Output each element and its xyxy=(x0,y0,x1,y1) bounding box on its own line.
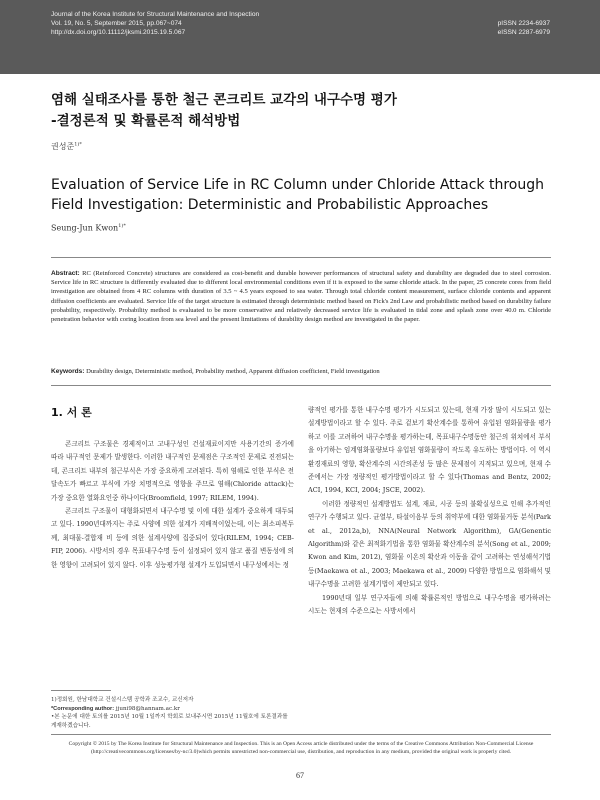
section-heading xyxy=(51,404,92,420)
left-paragraph-2: 콘크리트 구조물이 대형화되면서 내구수명 및 이에 대한 설계가 중요하게 대두되고 있다. 1990년대까지는 주로 사양에 의한 설계가 지배적이었는데, 이는 최소피복두께, 최대물-결합재 비 등에 의한 설계사양에 집중되어 있다(RILEM, 1994; CEB-FIP, 2006). 시방서의 경우 목표내구수명 등이 설정되어 있지 않고 품질 변동성에 의한 영향이 고려되어 있지 않다. 이후 성능평가형 설계가 도입되면서 내구성에서는 정 xyxy=(51,507,294,569)
section-number: 1. xyxy=(51,406,63,419)
korean-author-name: 권성준 xyxy=(51,142,75,151)
copyright-notice: Copyright © 2015 by The Korea Institute for Structural Maintenance and Inspection. This is an Open Access article distributed under the terms of the Creative Commons Attribution Non-Commercial License (http://creativecommons.org/licenses/by-nc/3.0)which permits unrestricted non-commercial use, distribution, and reproduction in any medium, provided the original work is properly cited. xyxy=(68,741,534,755)
english-author-mark: 1)* xyxy=(118,223,126,229)
journal-issue: Vol. 19, No. 5, September 2015, pp.067~074 xyxy=(51,20,182,27)
english-author-name: Seung-Jun Kwon xyxy=(51,223,119,233)
abstract-text: RC (Reinforced Concrete) structures are considered as cost-benefit and durable however performances of structural safety and durability are degraded due to steel corrosion. Service life in RC structure is differently evaluated due to different local environmental conditions even if it is exposed to the same chloride attack. In the paper, 25 concrete cores from field investigation are obtained from 4 RC columns with duration of 3.5 ~ 4.5 years exposed to sea water. Through total chloride content measurement, surface chloride contents and apparent diffusion coefficients are evaluated. Service life of the target structure is estimated through deterministic method based on Fick's 2nd Law and probabilistic method based on durability failure probability, respectively. Probability method is evaluated to be more conservative and relatively decreased service life is evaluated in tidal zone and splash zone over 40.0 m. Chloride penetration behavior with coring location from sea level and the present limitations of durability design method are investigated in the paper. xyxy=(51,270,551,324)
right-paragraph-1: 량적인 평가를 통한 내구수명 평가가 시도되고 있는데, 현재 가장 많이 시도되고 있는 설계방법이라고 할 수 있다. 주로 겉보기 확산계수를 통하여 유입된 염화물량을 평가하고 이를 고려하여 내구수명을 평가하는데, 목표내구수명동안 철근의 위치에서 부식을 야기하는 임계염화물량보다 유입된 염화물량이 작도록 유도하는 방법이다. 이 역시 환경재료의 영향, 확산계수의 시간의존성 등 많은 문제점이 지적되고 있으며, 현재 수준에서는 가장 정량적인 평가방법이라고 할 수 있다(Thomas and Bentz, 2002; ACI, 1994, KCI, 2004; JSCE, 2002). xyxy=(308,406,551,495)
journal-header-band xyxy=(0,0,600,74)
copyright-rule xyxy=(51,734,551,735)
footnote-rule xyxy=(51,690,111,691)
abstract-top-rule xyxy=(51,257,551,258)
footnote-email[interactable]: jjuni98@hannam.ac.kr xyxy=(114,705,180,712)
keywords-label: Keywords: xyxy=(51,368,85,375)
journal-name: Journal of the Korea Institute for Structural Maintenance and Inspection xyxy=(51,11,260,18)
keywords xyxy=(51,367,551,376)
right-paragraph-3: 1990년대 일부 연구자들에 의해 확률론적인 방법으로 내구수명을 평가하려는 시도는 현재의 수준으로는 사방서에서 xyxy=(308,593,551,616)
footnote-corresponding-label: *Corresponding author: xyxy=(51,705,115,712)
left-paragraph-1: 콘크리트 구조물은 경제적이고 고내구성인 건설재료이지만 사용기간의 증가에 따라 내구적인 문제가 발생한다. 이러한 내구적인 문제점은 구조적인 문제로 진전되는데, 콘크리트 내부의 철근부식은 가장 중요하게 고려된다. 특히 염해로 인한 부식은 전달속도가 빠르고 부식에 가장 치명적으로 영향을 주므로 염해(Chloride attack)는 가장 중요한 열화요인중 하나이다(Broomfield, 1997; RILEM, 1994). xyxy=(51,440,294,502)
abstract-bottom-rule xyxy=(51,385,551,386)
journal-doi[interactable]: http://dx.doi.org/10.11112/jksmi.2015.19.5.067 xyxy=(51,29,186,36)
page-number: 67 xyxy=(296,771,304,780)
footnote-discussion: •본 논문에 대한 토의를 2015년 10월 1일까지 학회로 보내주시면 2015년 11월호에 토론결과를 게재하겠습니다. xyxy=(51,714,288,729)
english-title xyxy=(51,175,544,215)
korean-title-line2: -결정론적 및 확률론적 해석방법 xyxy=(51,113,241,129)
abstract-label: Abstract: xyxy=(51,270,80,277)
keywords-text: Durability design, Deterministic method, Probability method, Apparent diffusion coefficient, Field investigation xyxy=(84,368,380,375)
footnote-affiliation: 1)정회원, 한남대학교 건설시스템 공학과 조교수, 교신저자 xyxy=(51,697,194,703)
right-paragraph-2: 이러한 정량적인 설계방법도 설계, 재료, 시공 등의 불확실성으로 인해 추가적인 연구가 수행되고 있다. 균열부, 타설이음부 등의 취약부에 대한 염화물거동 분석(Park et al., 2012a,b), NNA(Neural Network Algorithm), GA(Genentic Algorithm)와 같은 최적화기법을 통한 염화물 확산계수의 분석(Song et al., 2009; Kwon and Kim, 2012), 염화물 이온의 확산과 이동을 같이 고려하는 연성해석기법 등(Maekawa et al., 2003; Maekawa et al., 2009) 다양한 방법으로 염화해석 및 내구수명을 고려한 설계기법이 제안되고 있다. xyxy=(308,499,551,589)
pissn: pISSN 2234-6937 xyxy=(497,20,550,27)
footnotes xyxy=(51,696,294,730)
abstract xyxy=(51,269,551,324)
korean-author-mark: 1)* xyxy=(74,141,82,148)
korean-author xyxy=(51,141,82,152)
english-title-line1: Evaluation of Service Life in RC Column under Chloride Attack through xyxy=(51,177,544,193)
left-column xyxy=(51,438,294,572)
issn-info xyxy=(498,19,550,37)
english-author xyxy=(51,223,126,233)
journal-info xyxy=(51,10,259,37)
eissn: eISSN 2287-6979 xyxy=(497,29,550,36)
section-title: 서 론 xyxy=(66,406,92,419)
right-column xyxy=(308,404,551,619)
korean-title-line1: 염해 실태조사를 통한 철근 콘크리트 교각의 내구수명 평가 xyxy=(51,92,397,108)
english-title-line2: Field Investigation: Deterministic and Probabilistic Approaches xyxy=(51,197,489,213)
korean-title xyxy=(51,90,397,132)
footnote-corresponding xyxy=(51,705,294,714)
